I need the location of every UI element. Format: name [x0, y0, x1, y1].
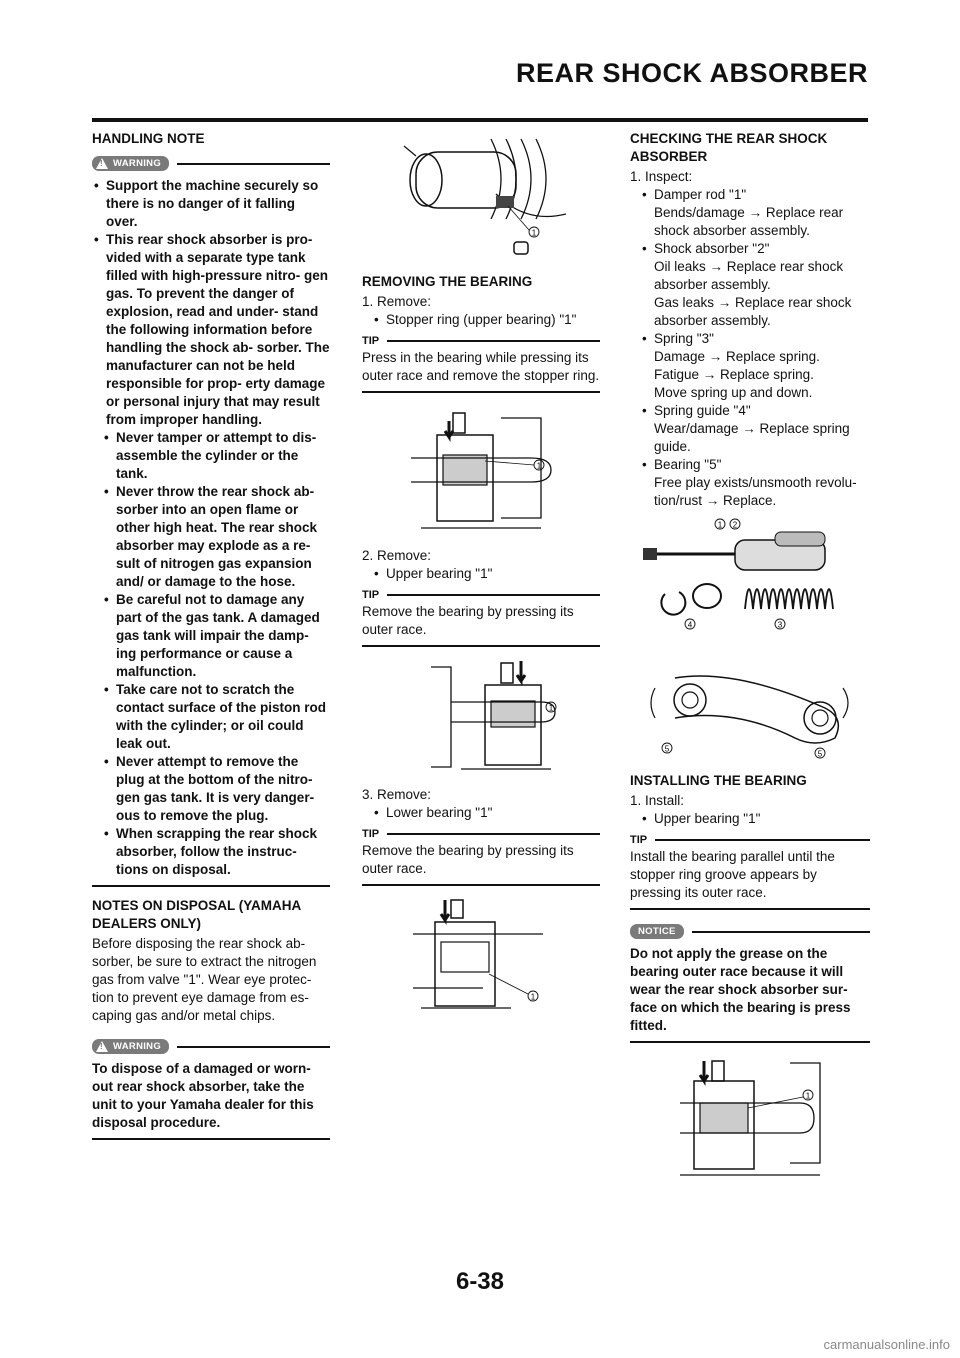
middle-column [362, 130, 600, 1030]
right-column: CHECKING THE REAR SHOCK ABSORBER 1. Inspect: • Damper rod "1" Bends/damage → Replace rear shock absorber assembly. • Shock absorber "2" Oil leaks → Replace rear shock absorber assembly. Gas leaks → Replace rear shock absorber assembly. • Spring "3" Damage → Replace spring. Fatigue → Replace spring. Move spring up and down. • Spring guide "4" Wear/damage → Replace spring guide. • Bearing "5" Free play exists/unsmooth revolu- tion/rust → Replace. 1 2 4 3 5 5 INSTALLING THE BEARING 1. Install: • Upper bearing "1" TIP Install the bearing parallel until the stopper ring groove appears by pressing its outer race. NOTICE Do not apply the grease on the bearing outer race because it will wear the rear shock absorber sur- face on which the bearing is press fitted. 1 [630, 130, 870, 1187]
step1-item: • Stopper ring (upper bearing) "1" [362, 311, 600, 329]
warning-subitem: • Be careful not to damage any part of the gas tank. A damaged gas tank will impair the damp- ing performance or cause a malfunction. [92, 591, 330, 681]
warning-subitem: • When scrapping the rear shock absorber, follow the instruc- tions on disposal. [92, 825, 330, 879]
notice-badge: NOTICE [630, 924, 684, 939]
checking-heading: CHECKING THE REAR SHOCK ABSORBER [630, 131, 828, 164]
step1: 1. Remove: [362, 294, 432, 309]
install-item: • Upper bearing "1" [630, 810, 870, 828]
tip1-text: Press in the bearing while pressing its outer race and remove the stopper ring. [362, 350, 600, 383]
shock-valve-figure [396, 134, 566, 269]
footer-watermark: carmanualsonline.info [823, 1337, 950, 1352]
tip-header: TIP [630, 834, 870, 846]
callout-1: 1 [548, 703, 554, 713]
step2: 2. Remove: [362, 548, 432, 563]
warning-subitem: • Never attempt to remove the plug at the bottom of the nitro- gen gas tank. It is very danger- ous to remove the plug. [92, 753, 330, 825]
install-step: 1. Install: [630, 793, 685, 808]
tip2-text: Remove the bearing by pressing its outer race. [362, 604, 574, 637]
warning-list [92, 177, 330, 879]
warning-icon: ! [96, 158, 108, 169]
callout-1: 1 [717, 520, 723, 530]
warning-item: • This rear shock absorber is pro- vided with a separate type tank filled with high-pressure nitro- gen gas. To prevent the danger of explosion, read and under- stand the following information before handling the shock ab- sorber. The manufacturer can not be held responsible for prop- erty damage or personal injury that may result from improper handling. [92, 231, 330, 429]
callout-1: 1 [530, 992, 536, 1002]
warning2-text: To dispose of a damaged or worn- out rear shock absorber, take the unit to your Yamaha dealer for this disposal procedure. [92, 1061, 314, 1130]
shock-parts-figure [635, 514, 865, 644]
callout-1: 1 [805, 1091, 811, 1101]
page-title: REAR SHOCK ABSORBER [515, 58, 868, 88]
warning-item: • Support the machine securely so there is no danger of it falling over. [92, 177, 330, 231]
notice-text: Do not apply the grease on the bearing outer race because it will wear the rear shock absorber sur- face on which the bearing is press fitted. [630, 946, 851, 1033]
removing-heading: REMOVING THE BEARING [362, 274, 533, 289]
left-column [92, 130, 330, 1150]
installing-heading: INSTALLING THE BEARING [630, 773, 807, 788]
inspect-step: 1. Inspect: [630, 169, 693, 184]
page-number: 6-38 [455, 1268, 505, 1295]
callout-1: 1 [531, 228, 537, 238]
callout-3: 3 [777, 620, 783, 630]
tip3-text: Remove the bearing by pressing its outer race. [362, 843, 574, 876]
disposal-heading: NOTES ON DISPOSAL (YAMAHA DEALERS ONLY) [92, 898, 301, 931]
title-rule [92, 118, 868, 122]
tip2-header: TIP [362, 589, 600, 601]
callout-2: 2 [732, 520, 738, 530]
notice-header [630, 924, 870, 939]
warning-badge: ! WARNING [92, 156, 169, 171]
inspect-item: • Spring guide "4" [630, 402, 870, 420]
tip-text: Install the bearing parallel until the stopper ring groove appears by pressing its outer race. [630, 849, 835, 900]
handling-heading: HANDLING NOTE [92, 131, 205, 146]
lower-bearing-figure [401, 896, 561, 1026]
callout-5: 5 [817, 749, 823, 759]
tip1-header: TIP [362, 335, 600, 347]
warning-icon: ! [96, 1041, 108, 1052]
stopper-ring-figure [401, 403, 561, 543]
disposal-text: Before disposing the rear shock ab- sorber, be sure to extract the nitrogen gas from valve "1". Wear eye protec- tion to prevent eye damage from es- caping gas and/or metal chips. [92, 936, 317, 1023]
inspect-item: • Bearing "5" [630, 456, 870, 474]
warning-subitem: • Take care not to scratch the contact surface of the piston rod with the cylinder; or oil could leak out. [92, 681, 330, 753]
warning-header [92, 156, 330, 171]
callout-5: 5 [664, 744, 670, 754]
step2-item: • Upper bearing "1" [362, 565, 600, 583]
step3: 3. Remove: [362, 787, 432, 802]
warning-subitem: • Never throw the rear shock ab- sorber into an open flame or other high heat. The rear shock absorber may explode as a re- sult of nitrogen gas expansion and/ or damage to the hose. [92, 483, 330, 591]
warning2-badge: ! WARNING [92, 1039, 169, 1054]
callout-1: 1 [536, 461, 542, 471]
inspect-item: • Damper rod "1" [630, 186, 870, 204]
tip3-header: TIP [362, 828, 600, 840]
upper-bearing-figure [401, 657, 561, 782]
bearing-arm-figure [635, 648, 865, 768]
warning-subitem: • Never tamper or attempt to dis- assemble the cylinder or the tank. [92, 429, 330, 483]
callout-4: 4 [687, 620, 693, 630]
inspect-item: • Shock absorber "2" [630, 240, 870, 258]
inspect-item: • Spring "3" [630, 330, 870, 348]
install-bearing-figure [660, 1053, 840, 1183]
warning2-header [92, 1039, 330, 1054]
step3-item: • Lower bearing "1" [362, 804, 600, 822]
